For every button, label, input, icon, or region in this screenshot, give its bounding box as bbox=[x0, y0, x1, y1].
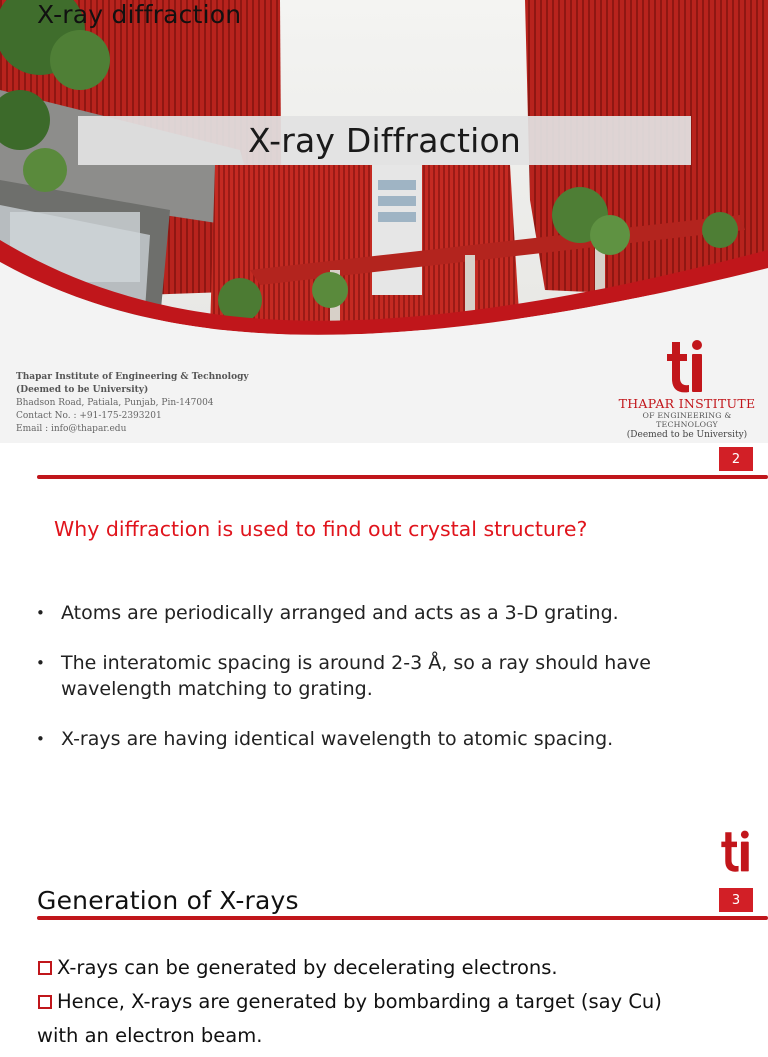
address-line: (Deemed to be University) bbox=[16, 385, 149, 395]
item-text: Hence, X-rays are generated by bombarding a target (say Cu) bbox=[57, 990, 662, 1013]
heading-divider bbox=[37, 916, 768, 920]
title-slide bbox=[0, 0, 768, 443]
institute-logo bbox=[612, 338, 762, 440]
item-text: with an electron beam. bbox=[37, 1024, 263, 1047]
slide-title: X-ray Diffraction bbox=[78, 116, 691, 165]
address-line: Thapar Institute of Engineering & Technology bbox=[16, 372, 249, 382]
institute-deemed: (Deemed to be University) bbox=[626, 430, 748, 440]
list-item bbox=[37, 1023, 768, 1049]
slide-number-badge: 2 bbox=[719, 447, 753, 471]
institute-address bbox=[16, 371, 249, 436]
list-item bbox=[37, 955, 768, 981]
question-text: Why diffraction is used to find out crystal structure? bbox=[54, 517, 588, 541]
institute-subtitle: OF ENGINEERING & TECHNOLOGY bbox=[642, 411, 732, 429]
address-line: Bhadson Road, Patiala, Punjab, Pin-147004 bbox=[16, 398, 214, 408]
bullet-icon: • bbox=[36, 604, 45, 622]
heading-divider bbox=[37, 475, 768, 479]
address-line: Contact No. : +91-175-2393201 bbox=[16, 411, 162, 421]
slide2-heading: X-ray diffraction bbox=[37, 0, 242, 29]
ti-logo-icon bbox=[664, 338, 710, 394]
bullet-icon: • bbox=[36, 654, 45, 672]
square-bullet-list bbox=[37, 955, 768, 1057]
ti-logo-small-icon bbox=[719, 828, 755, 874]
list-item bbox=[36, 600, 736, 626]
list-item bbox=[37, 989, 768, 1015]
institute-name: THAPAR INSTITUTE bbox=[618, 396, 756, 411]
bullet-text: Atoms are periodically arranged and acts as a 3-D grating. bbox=[61, 602, 619, 624]
campus-building-photo bbox=[0, 0, 768, 350]
list-item bbox=[36, 650, 736, 702]
address-line: Email : info@thapar.edu bbox=[16, 424, 127, 434]
bullet-icon: • bbox=[36, 730, 45, 748]
bullet-text: The interatomic spacing is around 2-3 Å, so a ray should have wavelength matching to grating. bbox=[61, 652, 651, 700]
slide3-heading: Generation of X-rays bbox=[37, 886, 299, 915]
bullet-list bbox=[36, 600, 736, 776]
bullet-text: X-rays are having identical wavelength to atomic spacing. bbox=[61, 728, 614, 750]
square-bullet-icon bbox=[38, 961, 52, 975]
list-item bbox=[36, 726, 736, 752]
item-text: X-rays can be generated by decelerating electrons. bbox=[57, 956, 558, 979]
square-bullet-icon bbox=[38, 995, 52, 1009]
slide-number-badge: 3 bbox=[719, 888, 753, 912]
